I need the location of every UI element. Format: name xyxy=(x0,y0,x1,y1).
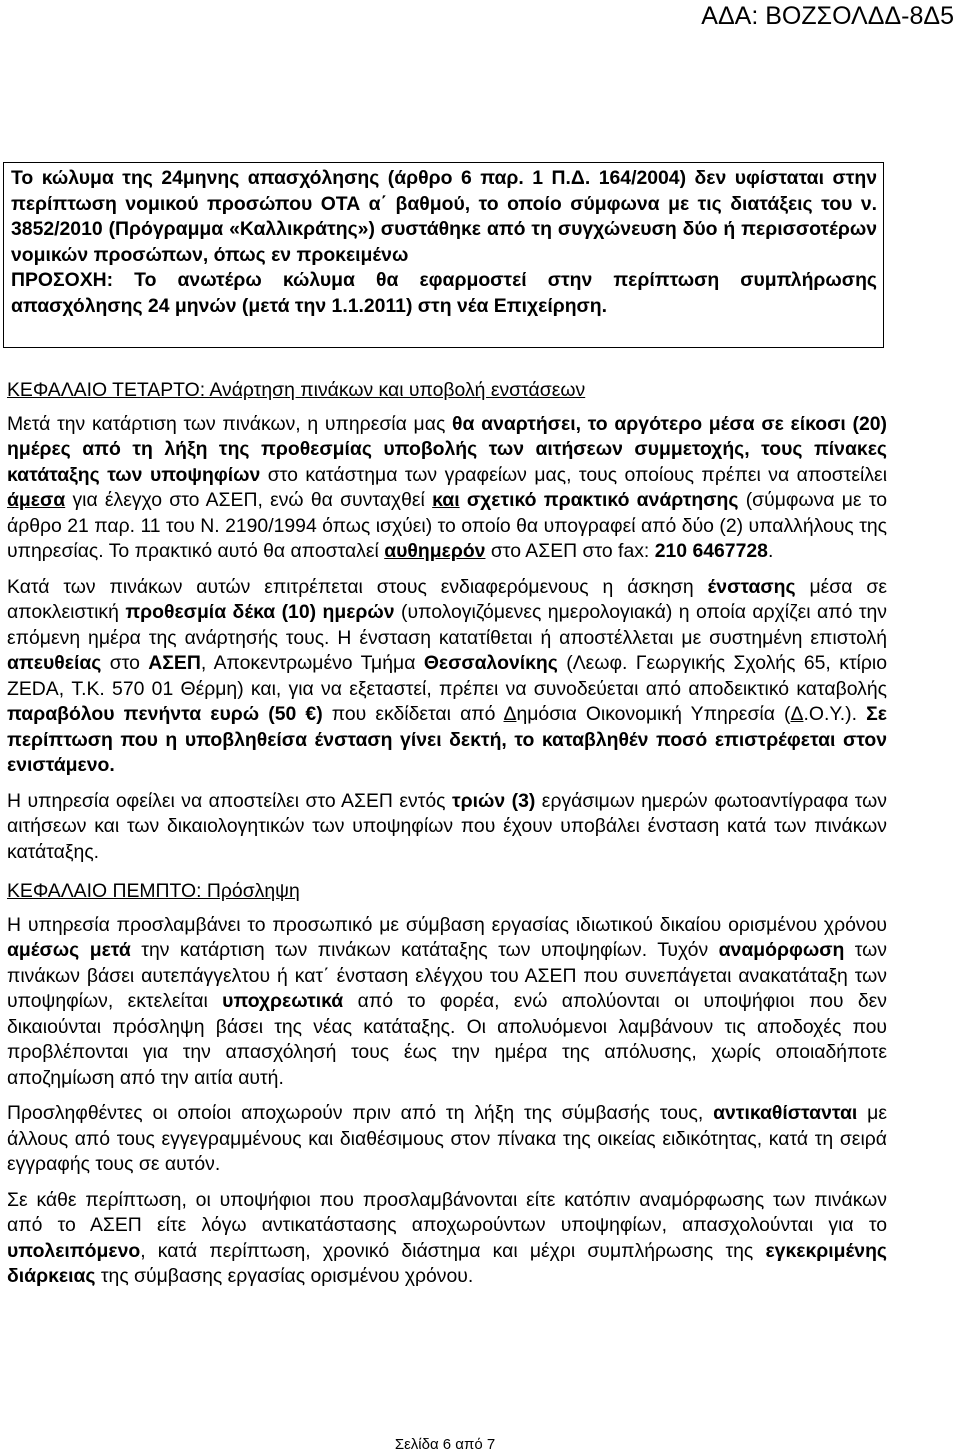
chapter4-paragraph-1: Μετά την κατάρτιση των πινάκων, η υπηρεσία μας θα αναρτήσει, το αργότερο μέσα σε είκοσι (20) ημέρες από τη λήξη της προθεσμίας υποβολής των αιτήσεων συμμετοχής, τους πίνακες κατάταξης των υποψηφίων στο κατάστημα των γραφείων μας, τους οποίους πρέπει να αποστείλει άμεσα για έλεγχο στο ΑΣΕΠ, ενώ θα συνταχθεί και σχετικό πρακτικό ανάρτησης (σύμφωνα με το άρθρο 21 παρ. 11 του Ν. 2190/1994 όπως ισχύει) το οποίο θα υπογραφεί από δύο (2) υπαλλήλους της υπηρεσίας. Το πρακτικό αυτό θα αποσταλεί αυθημερόν στο ΑΣΕΠ στο fax: 210 6467728. xyxy=(7,412,888,562)
chapter5-paragraph-1: Η υπηρεσία προσλαμβάνει το προσωπικό με σύμβαση εργασίας ιδιωτικού δικαίου ορισμένου χρόνου αμέσως μετά την κατάρτιση των πινάκων κατάταξης των υποψηφίων. Τυχόν αναμόρφωση των πινάκων βάσει αυτεπάγγελτου ή κατ΄ ένσταση ελέγχου του ΑΣΕΠ που συνεπάγεται ανακατάταξη των υποψηφίων, εκτελείται υποχρεωτικά από το φορέα, ενώ απολύονται οι υποψήφιοι που δεν δικαιούνται πρόσληψη βάσει της νέας κατάταξης. Οι απολυόμενοι λαμβάνουν τις αποδοχές που προβλέπονται για την απασχόλησή τους έως την ημέρα της απόλυσης, χωρίς οποιαδήποτε αποζημίωση από την αιτία αυτή. xyxy=(7,913,888,1089)
notice-paragraph: Το κώλυμα της 24μηνης απασχόλησης (άρθρο 6 παρ. 1 Π.Δ. 164/2004) δεν υφίσταται στην περίπτωση νομικού προσώπου ΟΤΑ α΄ βαθμού, το οποίο σύμφωνα με τις διατάξεις του ν. 3852/2010 (Πρόγραμμα «Καλλικράτης») συστάθηκε από τη συγχώνευση δύο ή περισσοτέρων νομικών προσώπων, όπως εν προκειμένω xyxy=(11,167,877,266)
chapter5-paragraph-3: Σε κάθε περίπτωση, οι υποψήφιοι που προσλαμβάνονται είτε κατόπιν αναμόρφωσης των πινάκων από το ΑΣΕΠ είτε λόγω αντικατάστασης αποχωρούντων υποψηφίων, απασχολούνται για το υπολειπόμενο, κατά περίπτωση, χρονικό διάστημα και μέχρι συμπλήρωσης της εγκεκριμένης διάρκειας της σύμβασης εργασίας ορισμένου χρόνου. xyxy=(7,1188,887,1287)
notice-warning: ΠΡΟΣΟΧΗ: Το ανωτέρω κώλυμα θα εφαρμοστεί στην περίπτωση συμπλήρωσης απασχόλησης 24 μηνών (μετά την 1.1.2011) στη νέα Επιχείρηση. xyxy=(11,269,877,317)
notice-box xyxy=(3,162,884,348)
chapter5-heading: ΚΕΦΑΛΑΙΟ ΠΕΜΠΤΟ: Πρόσληψη xyxy=(7,880,300,902)
chapter4-heading: ΚΕΦΑΛΑΙΟ ΤΕΤΑΡΤΟ: Ανάρτηση πινάκων και υποβολή ενστάσεων xyxy=(7,379,586,401)
chapter5-paragraph-2: Προσληφθέντες οι οποίοι αποχωρούν πριν από τη λήξη της σύμβασής τους, αντικαθίστανται με άλλους από τους εγγεγραμμένους και διαθέσιμους στον πίνακα της οικείας ειδικότητας, κατά τη σειρά εγγραφής τους σε αυτόν. xyxy=(7,1102,887,1175)
ada-code: ΑΔΑ: ΒΟΖΣΟΛΔΔ-8Δ5 xyxy=(701,2,954,30)
chapter4-paragraph-2: Κατά των πινάκων αυτών επιτρέπεται στους ενδιαφερόμενους η άσκηση ένστασης μέσα σε αποκλειστική προθεσμία δέκα (10) ημερών (υπολογιζόμενες ημερολογιακά) η οποία αρχίζει από την επόμενη ημέρα της ανάρτησής τους. Η ένσταση κατατίθεται ή αποστέλλεται με συστημένη επιστολή απευθείας στο ΑΣΕΠ, Αποκεντρωμένο Τμήμα Θεσσαλονίκης (Λεωφ. Γεωργικής Σχολής 65, κτίριο ZEDA, Τ.Κ. 570 01 Θέρμη) και, για να εξεταστεί, πρέπει να συνοδεύεται από αποδεικτικό καταβολής παραβόλου πενήντα ευρώ (50 €) που εκδίδεται από Δημόσια Οικονομική Υπηρεσία (Δ.Ο.Υ.). Σε περίπτωση που η υποβληθείσα ένσταση γίνει δεκτή, το καταβληθέν ποσό επιστρέφεται στον ενιστάμενο. xyxy=(7,575,888,776)
page-number: Σελίδα 6 από 7 xyxy=(394,1436,496,1453)
chapter4-paragraph-3: Η υπηρεσία οφείλει να αποστείλει στο ΑΣΕΠ εντός τριών (3) εργάσιμων ημερών φωτοαντίγραφα των αιτήσεων και των δικαιολογητικών των υποψηφίων που έχουν υποβάλει ένσταση κατά των πινάκων κατάταξης. xyxy=(7,789,887,863)
document-body xyxy=(7,378,887,1290)
